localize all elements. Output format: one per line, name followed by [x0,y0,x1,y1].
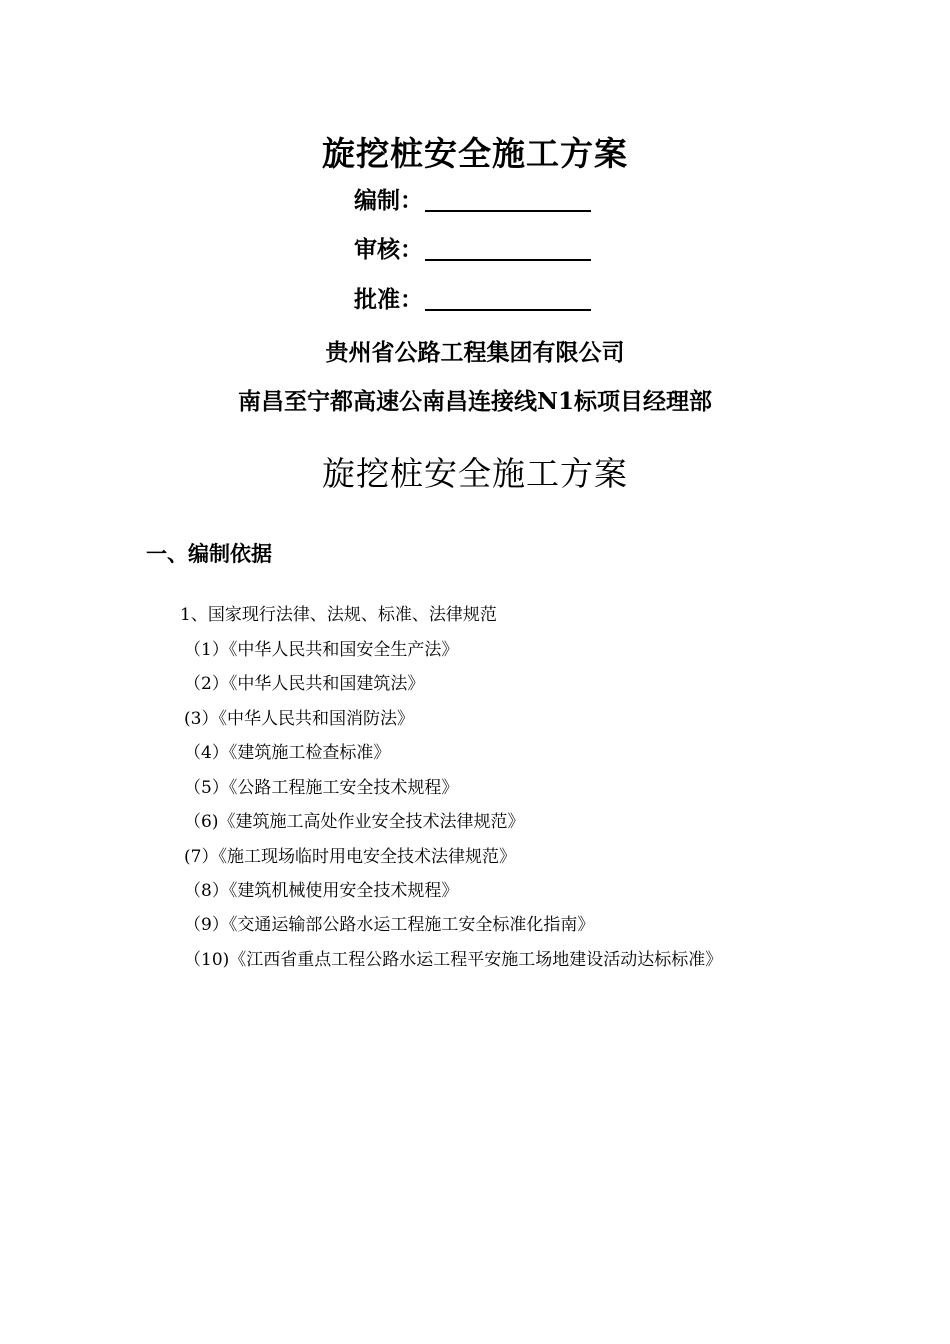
sign-blank-compile [425,184,591,212]
subheading: 1、国家现行法律、法规、标准、法律规范 [180,605,497,625]
sign-row-approve [354,283,591,317]
list-item: （8）《建筑机械使用安全技术规程》 [184,881,459,901]
sign-blank-review [425,233,591,261]
project-department: 南昌至宁都高速公南昌连接线N1标项目经理部 [237,388,713,415]
list-item: （4）《建筑施工检查标准》 [184,743,391,763]
document-title: 旋挖桩安全施工方案 [322,454,628,493]
section-heading: 一、编制依据 [146,541,272,566]
sign-blank-approve [425,283,591,311]
sign-label-review: 审核： [354,236,423,263]
list-item: （6)《建筑施工高处作业安全技术法律规范》 [184,812,525,832]
sign-row-review [354,233,591,267]
sign-label-compile: 编制： [354,187,423,214]
list-item: （2）《中华人民共和国建筑法》 [184,674,425,694]
list-item: （10)《江西省重点工程公路水运工程平安施工场地建设活动达标标准》 [184,950,723,970]
list-item: (3）《中华人民共和国消防法》 [184,709,414,729]
company-name: 贵州省公路工程集团有限公司 [325,339,625,366]
list-item: （1）《中华人民共和国安全生产法》 [184,640,459,660]
sign-row-compile [354,184,591,218]
cover-title: 旋挖桩安全施工方案 [322,134,628,173]
list-item: (7）《施工现场临时用电安全技术法律规范》 [184,847,516,867]
list-item: （5）《公路工程施工安全技术规程》 [184,778,459,798]
sign-label-approve: 批准： [354,286,423,313]
list-item: （9）《交通运输部公路水运工程施工安全标准化指南》 [184,915,595,935]
